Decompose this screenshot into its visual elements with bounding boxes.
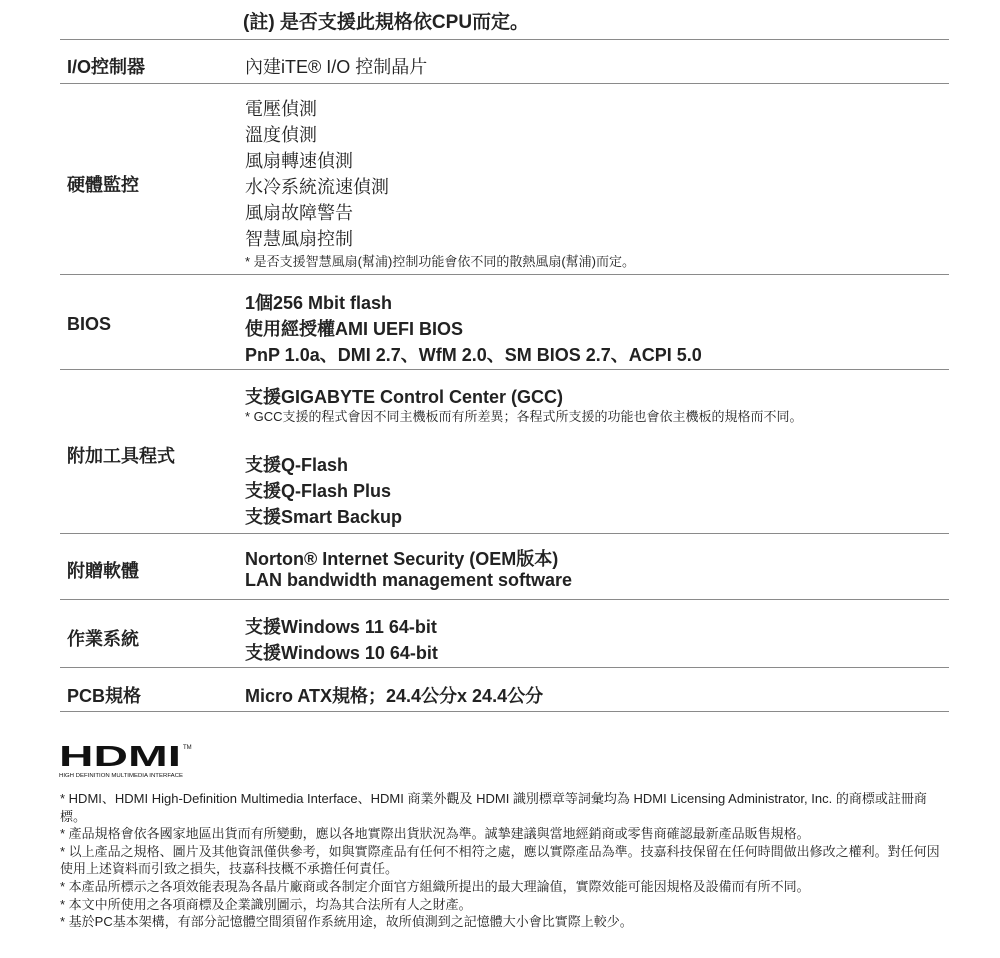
hdmi-wordmark: HDMI bbox=[59, 741, 181, 773]
pcb-value: Micro ATX規格；24.4公分x 24.4公分 bbox=[245, 686, 544, 706]
hw-item: 風扇故障警告 bbox=[245, 203, 353, 223]
os-item: 支援Windows 11 64-bit bbox=[245, 617, 437, 637]
footnote: * HDMI、HDMI High-Definition Multimedia Interface、HDMI 商業外觀及 HDMI 識別標章等詞彙均為 HDMI Licensing Administrator, Inc. 的商標或註冊商標。 bbox=[60, 791, 927, 824]
pcb-label: PCB規格 bbox=[67, 686, 142, 706]
bios-label: BIOS bbox=[67, 314, 112, 334]
hdmi-logo bbox=[58, 741, 193, 779]
bios-item: 使用經授權AMI UEFI BIOS bbox=[245, 319, 464, 339]
divider bbox=[60, 667, 949, 668]
software-item: LAN bandwidth management software bbox=[245, 570, 573, 590]
software-item: Norton® Internet Security (OEM版本) bbox=[245, 549, 559, 569]
tools-item: 支援Q-Flash Plus bbox=[245, 481, 392, 501]
smart-fan-note: * 是否支援智慧風扇(幫浦)控制功能會依不同的散熱風扇(幫浦)而定。 bbox=[245, 254, 635, 269]
divider bbox=[60, 274, 949, 275]
gcc-note: * GCC支援的程式會因不同主機板而有所差異；各程式所支援的功能也會依主機板的規格而不同。 bbox=[245, 409, 803, 424]
footnotes bbox=[60, 790, 950, 931]
footnote: * 本文中所使用之各項商標及企業識別圖示，均為其合法所有人之財產。 bbox=[60, 896, 472, 912]
divider bbox=[60, 39, 949, 40]
divider bbox=[60, 369, 949, 370]
gcc-item: 支援GIGABYTE Control Center (GCC) bbox=[245, 387, 563, 407]
io-controller-label: I/O控制器 bbox=[67, 57, 146, 77]
hw-item: 電壓偵測 bbox=[245, 99, 317, 119]
divider bbox=[60, 533, 949, 534]
footnote: * 以上產品之規格、圖片及其他資訊僅供參考，如與實際產品有任何不相符之處，應以實際產品為準。技嘉科技保留在任何時間做出修改之權利。對任何因使用上述資料而引致之損失，技嘉科技概不承擔任何責任。 bbox=[60, 843, 940, 877]
cpu-dependency-note: (註) 是否支援此規格依CPU而定。 bbox=[243, 12, 530, 33]
bios-item: 1個256 Mbit flash bbox=[245, 293, 393, 313]
divider bbox=[60, 83, 949, 84]
divider bbox=[60, 711, 949, 712]
divider bbox=[60, 599, 949, 600]
hdmi-tm: TM bbox=[183, 745, 192, 751]
bios-item: PnP 1.0a、DMI 2.7、WfM 2.0、SM BIOS 2.7、ACPI 5.0 bbox=[245, 345, 702, 365]
hw-item: 智慧風扇控制 bbox=[245, 229, 353, 249]
hw-item: 溫度偵測 bbox=[245, 125, 317, 145]
hdmi-tagline: HIGH DEFINITION MULTIMEDIA INTERFACE bbox=[59, 773, 184, 779]
bundled-software-label: 附贈軟體 bbox=[67, 561, 139, 581]
os-label: 作業系統 bbox=[67, 629, 139, 649]
footnote: * 產品規格會依各國家地區出貨而有所變動，應以各地實際出貨狀況為準。誠摯建議與當地經銷商或零售商確認最新產品販售規格。 bbox=[60, 826, 810, 842]
utilities-label: 附加工具程式 bbox=[67, 446, 175, 466]
hw-item: 水冷系統流速偵測 bbox=[245, 177, 389, 197]
hw-item: 風扇轉速偵測 bbox=[245, 151, 353, 171]
tools-item: 支援Q-Flash bbox=[245, 455, 349, 475]
hardware-monitor-label: 硬體監控 bbox=[67, 175, 139, 195]
os-item: 支援Windows 10 64-bit bbox=[245, 643, 438, 663]
tools-item: 支援Smart Backup bbox=[245, 507, 403, 527]
io-controller-value: 內建iTE® I/O 控制晶片 bbox=[245, 57, 428, 77]
footnote: * 本產品所標示之各項效能表現為各晶片廠商或各制定介面官方組織所提出的最大理論值，實際效能可能因規格及設備而有所不同。 bbox=[60, 878, 810, 894]
footnote: * 基於PC基本架構，有部分記憶體空間須留作系統用途，故所偵測到之記憶體大小會比實際上較少。 bbox=[60, 914, 633, 930]
